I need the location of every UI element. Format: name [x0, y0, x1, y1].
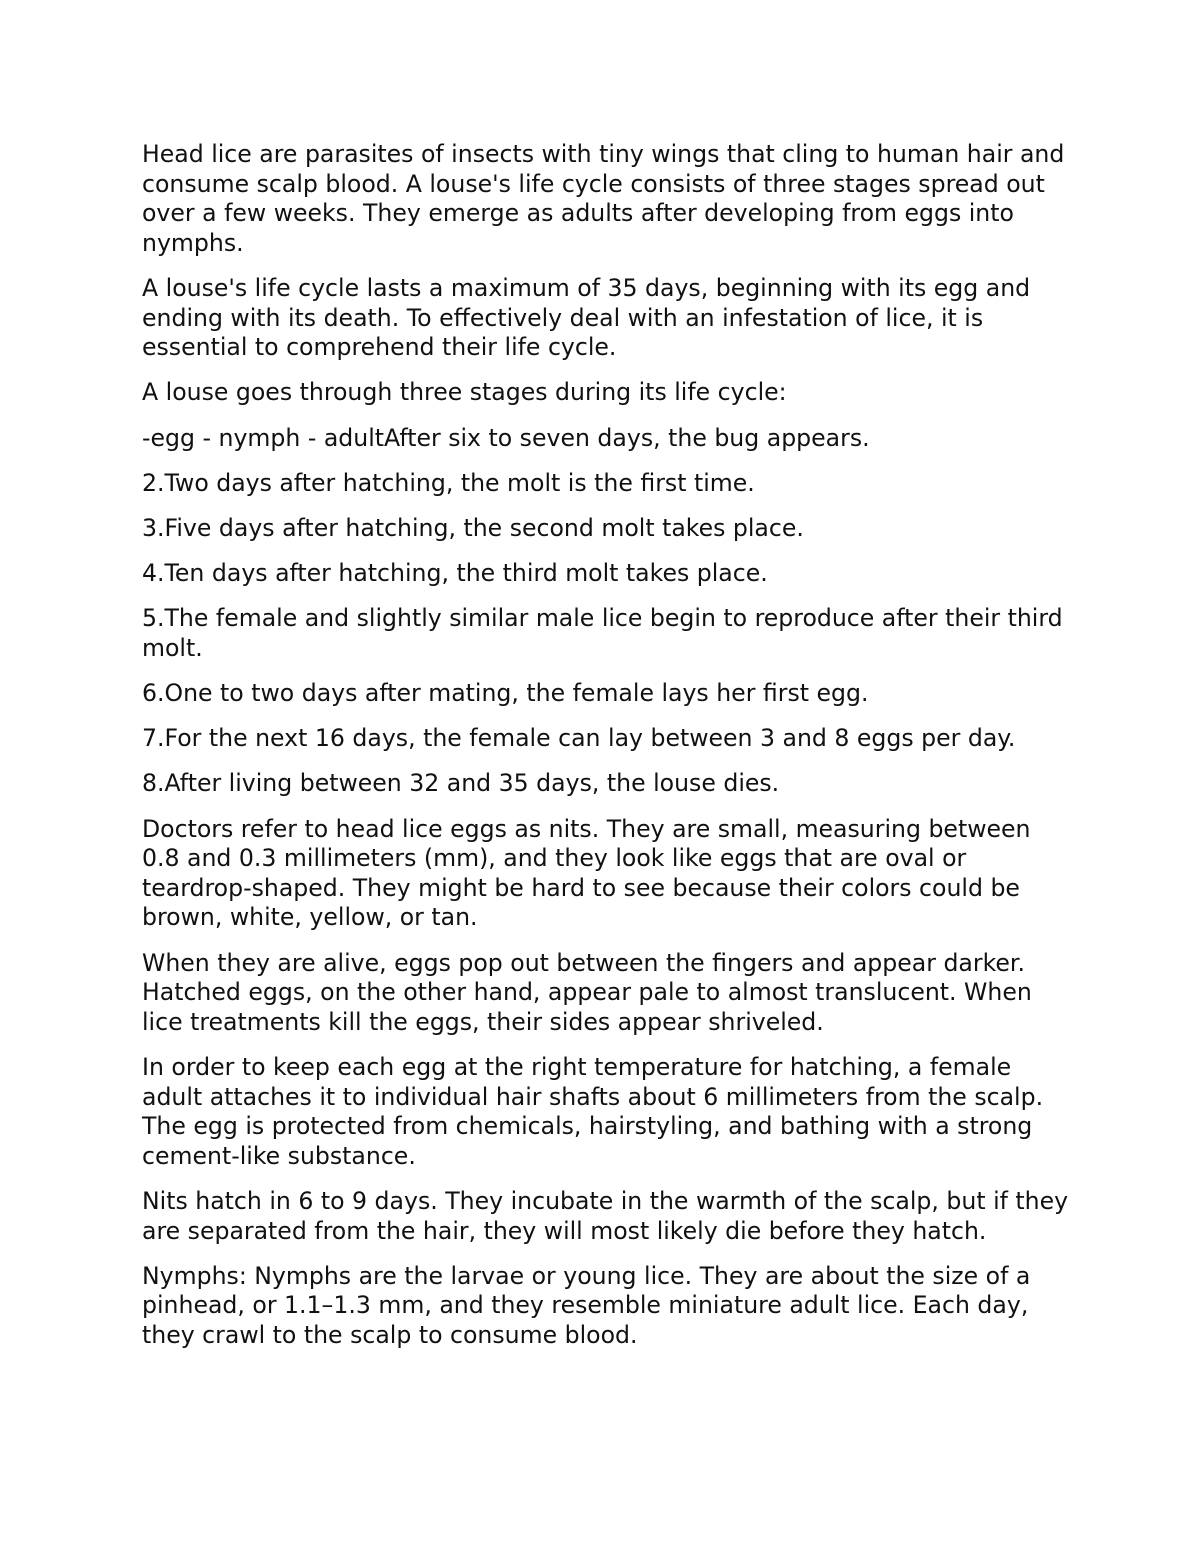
list-item-stage-1: -egg - nymph - adultAfter six to seven days, the bug appears. — [142, 423, 870, 452]
list-item-stage-2: 2.Two days after hatching, the molt is the first time. — [142, 468, 755, 497]
paragraph-egg-attachment: In order to keep each egg at the right temperature for hatching, a female adult attaches it to individual hair shafts about 6 millimeters from the scalp. The egg is protected from chemicals, hairstyling, and bathing with a strong cement-like substance. — [142, 1052, 1044, 1170]
paragraph-intro: Head lice are parasites of insects with tiny wings that cling to human hair and consume scalp blood. A louse's life cycle consists of three stages spread out over a few weeks. They emerge as adults after developing from eggs into nymphs. — [142, 140, 1065, 257]
paragraph-life-cycle-length: A louse's life cycle lasts a maximum of 35 days, beginning with its egg and ending with its death. To effectively deal with an infestation of lice, it is essential to comprehend their life cycle. — [142, 273, 1031, 362]
paragraph-nits: Doctors refer to head lice eggs as nits. They are small, measuring between 0.8 and 0.3 millimeters (mm), and they look like eggs that are oval or teardrop-shaped. They might be hard to see because their colors could be brown, white, yellow, or tan. — [142, 814, 1031, 932]
document-body — [142, 140, 1072, 1366]
paragraph-stages-intro: A louse goes through three stages during its life cycle: — [142, 378, 787, 407]
list-item-stage-7: 7.For the next 16 days, the female can lay between 3 and 8 eggs per day. — [142, 724, 1016, 753]
paragraph-nits-hatch: Nits hatch in 6 to 9 days. They incubate in the warmth of the scalp, but if they are separated from the hair, they will most likely die before they hatch. — [142, 1186, 1069, 1245]
paragraph-egg-appearance: When they are alive, eggs pop out between the fingers and appear darker. Hatched eggs, on the other hand, appear pale to almost translucent. When lice treatments kill the eggs, their sides appear shriveled. — [142, 948, 1032, 1036]
list-item-stage-3: 3.Five days after hatching, the second molt takes place. — [142, 513, 804, 542]
list-item-stage-8: 8.After living between 32 and 35 days, the louse dies. — [142, 769, 780, 798]
paragraph-nymphs: Nymphs: Nymphs are the larvae or young lice. They are about the size of a pinhead, or 1.1–1.3 mm, and they resemble miniature adult lice. Each day, they crawl to the scalp to consume blood. — [142, 1261, 1031, 1349]
list-item-stage-4: 4.Ten days after hatching, the third molt takes place. — [142, 559, 768, 588]
list-item-stage-6: 6.One to two days after mating, the female lays her first egg. — [142, 679, 869, 708]
list-item-stage-5: 5.The female and slightly similar male lice begin to reproduce after their third molt. — [142, 604, 1063, 662]
